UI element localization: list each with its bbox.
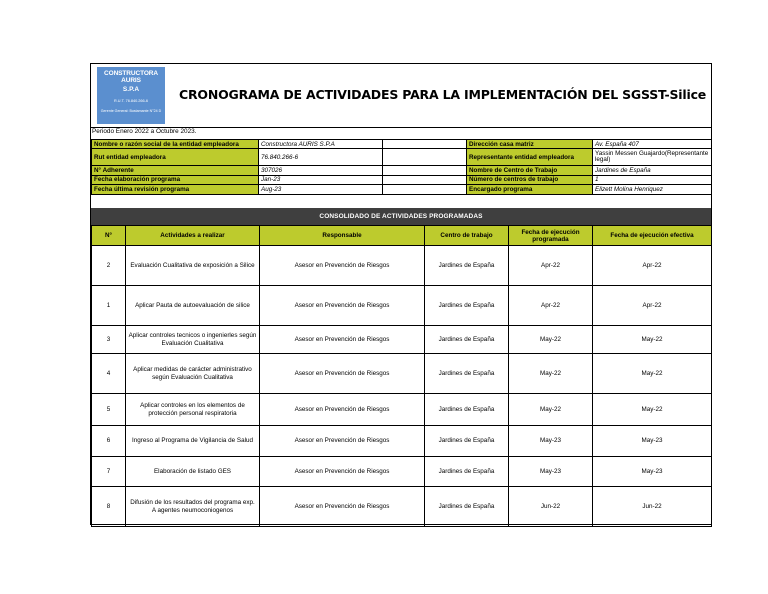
row-responsible: Asesor en Prevención de Riesgos <box>260 394 425 426</box>
row-responsible: Asesor en Prevención de Riesgos <box>260 354 425 394</box>
row-workplace: Jardines de España <box>425 457 509 487</box>
num-centros-value: 1 <box>593 175 712 184</box>
row-activity: Aplicar controles tecnicos o ingenierles según Evaluación Cualitativa <box>126 326 260 354</box>
period-text: Periodo Enero 2022 a Octubre 2023. <box>92 128 197 135</box>
document-title: CRONOGRAMA DE ACTIVIDADES PARA LA IMPLEMENTACIÓN DEL SGSST-Silice <box>179 87 707 102</box>
row-scheduled-date: Apr-22 <box>509 246 593 286</box>
row-responsible: Asesor en Prevención de Riesgos <box>260 426 425 457</box>
row-number: 7 <box>92 457 126 487</box>
row-workplace: Jardines de España <box>425 487 509 527</box>
row-workplace: Jardines de España <box>425 426 509 457</box>
activities-table <box>91 225 712 527</box>
column-header-activity: Actividades a realizar <box>126 226 260 246</box>
row-actual-date: May-23 <box>593 457 712 487</box>
info-row <box>92 185 712 194</box>
row-actual-date: May-22 <box>593 394 712 426</box>
row-responsible: Asesor en Prevención de Riesgos <box>260 326 425 354</box>
num-centros-label: Número de centros de trabajo <box>467 175 593 184</box>
row-actual-date: Jun-22 <box>593 487 712 527</box>
table-row <box>92 286 712 326</box>
representante-label: Representante entidad empleadora <box>467 149 593 166</box>
row-activity: Aplicar controles en los elementos de protección personal respiratoria <box>126 394 260 426</box>
row-activity: Difusión de los resultados del programa exp. A agentes neumoconiogenos <box>126 487 260 527</box>
column-header-scheduled-date: Fecha de ejecución programada <box>509 226 593 246</box>
row-number: 2 <box>92 246 126 286</box>
info-blank-cell <box>383 185 467 194</box>
column-header-actual-date: Fecha de ejecución efectiva <box>593 226 712 246</box>
adherente-label: N° Adherente <box>92 166 259 175</box>
column-header-responsible: Responsable <box>260 226 425 246</box>
logo-line-2: S.P.A <box>122 86 140 93</box>
column-header-number: N° <box>92 226 126 246</box>
row-scheduled-date: May-23 <box>509 426 593 457</box>
razon-social-value: Constructora AURIS S.P.A <box>259 140 383 149</box>
elaboracion-value: Jan-23 <box>259 175 383 184</box>
centro-value: Jardines de España <box>593 166 712 175</box>
info-row <box>92 149 712 166</box>
encargado-value: Elizett Molina Henriquez <box>593 185 712 194</box>
info-blank-cell <box>383 166 467 175</box>
table-row <box>92 326 712 354</box>
direccion-value: Av. España 407 <box>593 140 712 149</box>
row-workplace: Jardines de España <box>425 394 509 426</box>
row-actual-date: May-22 <box>593 326 712 354</box>
row-workplace: Jardines de España <box>425 246 509 286</box>
table-row <box>92 246 712 286</box>
representante-value: Yassin Messen Guajardo(Representante legal) <box>593 149 712 166</box>
revision-value: Aug-23 <box>259 185 383 194</box>
row-actual-date: May-22 <box>593 354 712 394</box>
row-scheduled-date: Apr-22 <box>509 286 593 326</box>
table-row <box>92 394 712 426</box>
table-row <box>92 457 712 487</box>
row-activity: Aplicar medidas de carácter administrativo según Evaluación Cualitativa <box>126 354 260 394</box>
row-responsible: Asesor en Prevención de Riesgos <box>260 487 425 527</box>
row-number: 1 <box>92 286 126 326</box>
encargado-label: Encargado programa <box>467 185 593 194</box>
row-scheduled-date: May-22 <box>509 354 593 394</box>
row-workplace: Jardines de España <box>425 326 509 354</box>
rut-label: Rut entidad empleadora <box>92 149 259 166</box>
table-row <box>92 487 712 527</box>
row-number: 6 <box>92 426 126 457</box>
row-number: 8 <box>92 487 126 527</box>
row-actual-date: Apr-22 <box>593 246 712 286</box>
table-row <box>92 426 712 457</box>
info-blank-cell <box>383 140 467 149</box>
info-blank-cell <box>383 149 467 166</box>
row-scheduled-date: May-22 <box>509 394 593 426</box>
row-responsible: Asesor en Prevención de Riesgos <box>260 457 425 487</box>
elaboracion-label: Fecha elaboración programa <box>92 175 259 184</box>
row-scheduled-date: Jun-22 <box>509 487 593 527</box>
revision-label: Fecha última revisión programa <box>92 185 259 194</box>
logo-line-4: Gerente General: Bustamante N°24 D <box>100 109 162 113</box>
table-header-row <box>92 226 712 246</box>
row-activity: Elaboración de listado GES <box>126 457 260 487</box>
row-activity: Evaluación Cualitativa de exposición a Silice <box>126 246 260 286</box>
employer-info-table <box>91 139 712 195</box>
rut-value: 76.840.266-6 <box>259 149 383 166</box>
logo-line-3: R.U.T. 76.840.266-6 <box>114 99 148 103</box>
razon-social-label: Nombre o razón social de la entidad empleadora <box>92 140 259 149</box>
row-actual-date: May-23 <box>593 426 712 457</box>
row-number: 3 <box>92 326 126 354</box>
row-workplace: Jardines de España <box>425 354 509 394</box>
header <box>91 64 711 128</box>
info-row <box>92 140 712 149</box>
row-activity: Ingreso al Programa de Vigilancia de Salud <box>126 426 260 457</box>
adherente-value: 307026 <box>259 166 383 175</box>
row-responsible: Asesor en Prevención de Riesgos <box>260 286 425 326</box>
row-actual-date: Apr-22 <box>593 286 712 326</box>
info-row <box>92 175 712 184</box>
table-row <box>92 354 712 394</box>
row-activity: Aplicar Pauta de autoevaluación de silice <box>126 286 260 326</box>
centro-label: Nombre de Centro de Trabajo <box>467 166 593 175</box>
section-banner: CONSOLIDADO DE ACTIVIDADES PROGRAMADAS <box>91 208 711 225</box>
row-scheduled-date: May-22 <box>509 326 593 354</box>
row-responsible: Asesor en Prevención de Riesgos <box>260 246 425 286</box>
row-number: 5 <box>92 394 126 426</box>
info-blank-cell <box>383 175 467 184</box>
column-header-workplace: Centro de trabajo <box>425 226 509 246</box>
row-number: 4 <box>92 354 126 394</box>
row-workplace: Jardines de España <box>425 286 509 326</box>
logo-line-1: CONSTRUCTORA AURIS <box>104 70 158 84</box>
company-logo <box>97 67 165 124</box>
direccion-label: Dirección casa matriz <box>467 140 593 149</box>
row-scheduled-date: May-23 <box>509 457 593 487</box>
schedule-sheet <box>90 63 712 525</box>
info-row <box>92 166 712 175</box>
